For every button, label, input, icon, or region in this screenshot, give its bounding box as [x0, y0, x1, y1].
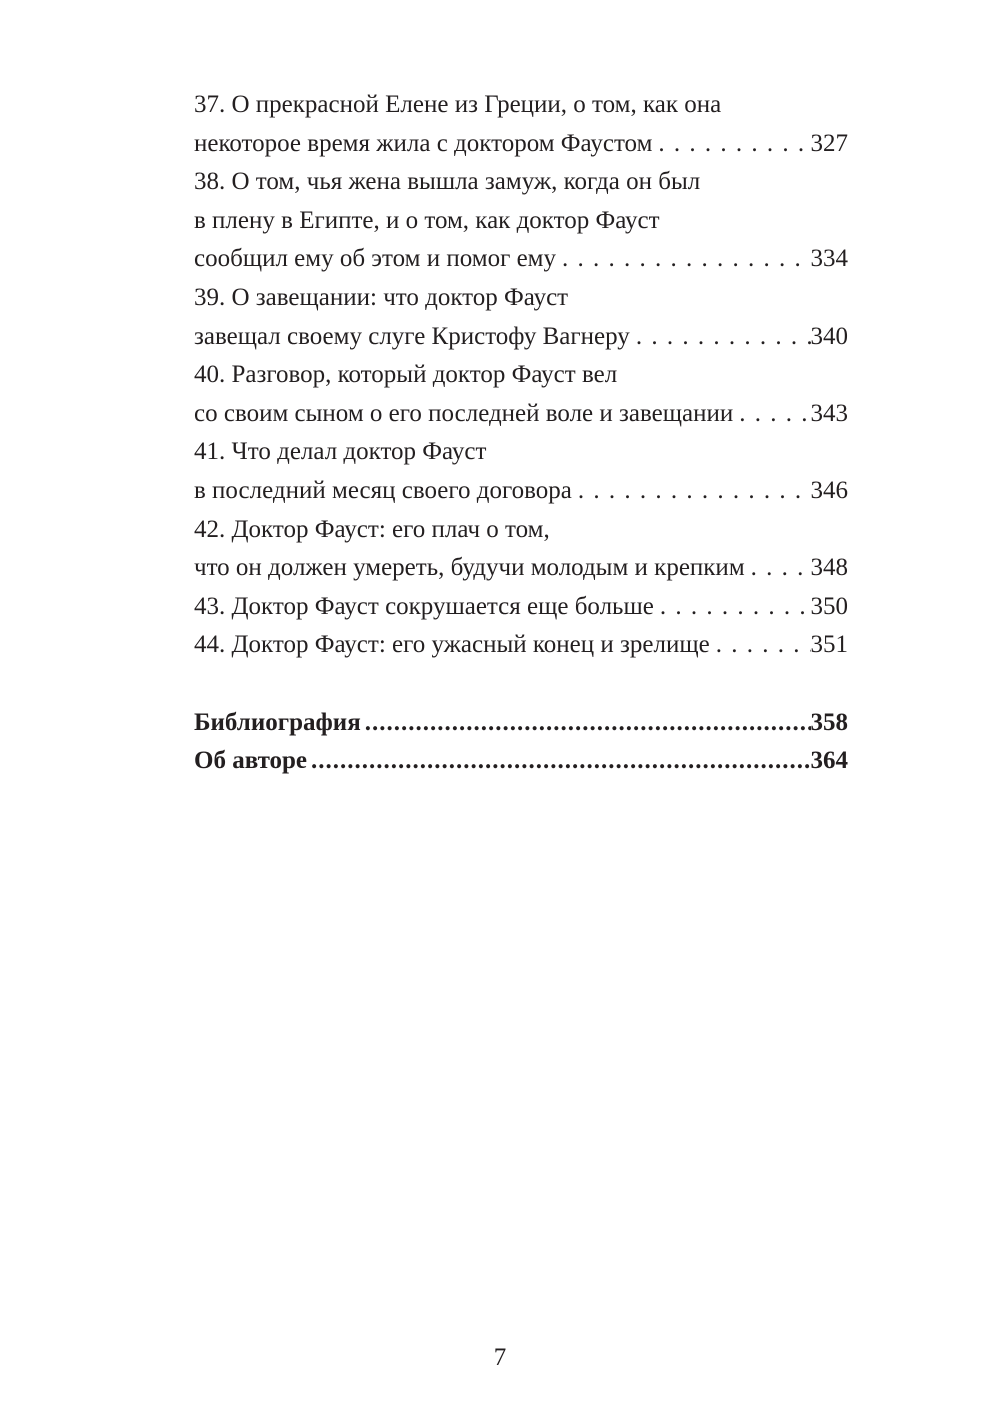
toc-entry-42[interactable]: что он должен умереть, будучи молодым и крепким . . . 348	[194, 549, 848, 588]
dot-leader	[733, 395, 810, 434]
dot-leader	[710, 626, 811, 665]
toc-entry-37-line-1: 37. О прекрасной Елене из Греции, о том, как она	[194, 91, 722, 118]
page-ref: 358	[810, 708, 848, 736]
page-ref: 343	[810, 399, 848, 427]
page-ref: 351	[810, 631, 848, 659]
toc-entry-42-line-1: 42. Доктор Фауст: его плач о том,	[194, 515, 550, 543]
dot-leader	[630, 318, 811, 357]
toc-entry-44[interactable]: 44. Доктор Фауст: его ужасный конец и зрелище . . . 351	[194, 626, 848, 665]
toc-entry-40[interactable]: со своим сыном о его последней воле и завещании . . . 343	[194, 395, 848, 434]
dot-leader	[652, 125, 810, 164]
page-ref: 348	[810, 554, 848, 582]
toc-entry-41[interactable]: в последний месяц своего договора . . . 346	[194, 472, 848, 511]
table-of-contents	[194, 86, 848, 781]
toc-entry-38-line-2: в плену в Египте, и о том, как доктор Фауст	[194, 206, 660, 234]
toc-entry-about-author[interactable]: Об авторе ..... 364	[194, 742, 848, 781]
dot-leader	[556, 240, 811, 279]
toc-entry-bibliography[interactable]: Библиография ..... 358	[194, 704, 848, 743]
page-ref: 327	[810, 129, 848, 157]
dot-leader	[745, 549, 811, 588]
toc-entry-43[interactable]: 43. Доктор Фауст сокрушается еще больше . . . 350	[194, 588, 848, 627]
dot-leader	[654, 588, 811, 627]
page-ref: 334	[810, 245, 848, 273]
toc-entry-39[interactable]: завещал своему слуге Кристофу Вагнеру . . . 340	[194, 318, 848, 357]
page-ref: 350	[810, 592, 848, 620]
page-number: 7	[493, 1344, 507, 1371]
page-ref: 364	[810, 747, 848, 775]
dot-leader	[307, 742, 810, 781]
dot-leader	[361, 704, 811, 743]
toc-entry-41-line-1: 41. Что делал доктор Фауст	[194, 438, 487, 466]
spacer	[194, 665, 848, 704]
dot-leader	[572, 472, 811, 511]
page-ref: 340	[810, 322, 848, 350]
toc-entry-39-line-1: 39. О завещании: что доктор Фауст	[194, 283, 569, 311]
toc-entry-38[interactable]: сообщил ему об этом и помог ему . . . 334	[194, 240, 848, 279]
page-ref: 346	[810, 476, 848, 504]
toc-entry-40-line-1: 40. Разговор, который доктор Фауст вел	[194, 361, 618, 389]
toc-entry-37[interactable]: некоторое время жила с доктором Фаустом . . . 327	[194, 125, 848, 164]
toc-entry-38-line-1: 38. О том, чья жена вышла замуж, когда он был	[194, 168, 701, 196]
